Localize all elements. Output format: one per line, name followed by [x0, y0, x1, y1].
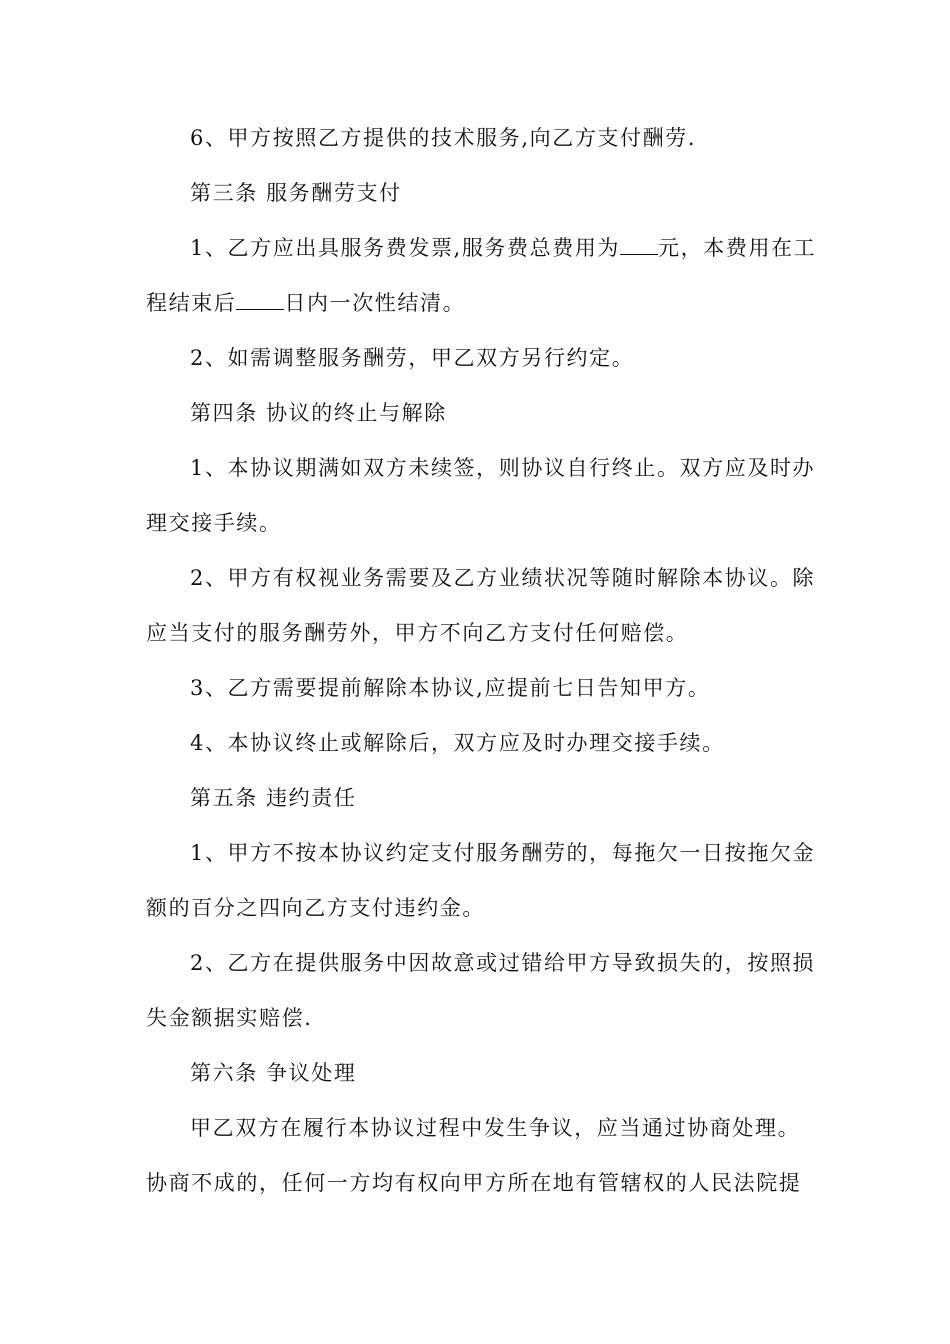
clause-3-item-1-cont-text-a: 程结束后 — [146, 291, 237, 315]
clause-4-item-1: 1、本协议期满如双方未续签，则协议自行终止。双方应及时办 — [190, 456, 816, 480]
clause-3-item-1 — [190, 234, 817, 262]
clause-3-item-1-text-b: 元，本费用在工 — [658, 236, 817, 260]
clause-4-item-2: 2、甲方有权视业务需要及乙方业绩状况等随时解除本协议。除 — [190, 566, 816, 590]
clause-4-item-1-cont: 理交接手续。 — [146, 511, 282, 535]
fee-amount-blank — [620, 234, 658, 255]
clause-5-item-2: 2、乙方在提供服务中因故意或过错给甲方导致损失的，按照损 — [190, 951, 816, 975]
clause-4-item-3: 3、乙方需要提前解除本协议,应提前七日告知甲方。 — [190, 676, 711, 700]
clause-3-item-1-cont — [146, 289, 811, 317]
clause-6-text: 甲乙双方在履行本协议过程中发生争议，应当通过协商处理。 — [190, 1116, 801, 1140]
clause-5-item-1-cont: 额的百分之四向乙方支付违约金。 — [146, 896, 485, 920]
clause-2-item-6: 6、甲方按照乙方提供的技术服务,向乙方支付酬劳. — [190, 126, 697, 150]
clause-4-item-4: 4、本协议终止或解除后，双方应及时办理交接手续。 — [190, 731, 725, 755]
clause-5-item-2-cont: 失金额据实赔偿. — [146, 1006, 313, 1030]
article-3-heading: 第三条 服务酬劳支付 — [190, 181, 402, 205]
clause-6-text-cont: 协商不成的，任何一方均有权向甲方所在地有管辖权的人民法院提 — [146, 1171, 802, 1195]
days-blank — [236, 289, 284, 310]
article-4-heading: 第四条 协议的终止与解除 — [190, 401, 447, 425]
article-5-heading: 第五条 违约责任 — [190, 786, 357, 810]
clause-5-item-1: 1、甲方不按本协议约定支付服务酬劳的，每拖欠一日按拖欠金 — [190, 841, 816, 865]
clause-3-item-1-cont-text-b: 日内一次性结清。 — [284, 291, 466, 315]
article-6-heading: 第六条 争议处理 — [190, 1061, 357, 1085]
clause-3-item-2: 2、如需调整服务酬劳，甲乙双方另行约定。 — [190, 346, 635, 370]
clause-4-item-2-cont: 应当支付的服务酬劳外，甲方不向乙方支付任何赔偿。 — [146, 621, 689, 645]
clause-3-item-1-text-a: 1、乙方应出具服务费发票,服务费总费用为 — [190, 236, 621, 260]
